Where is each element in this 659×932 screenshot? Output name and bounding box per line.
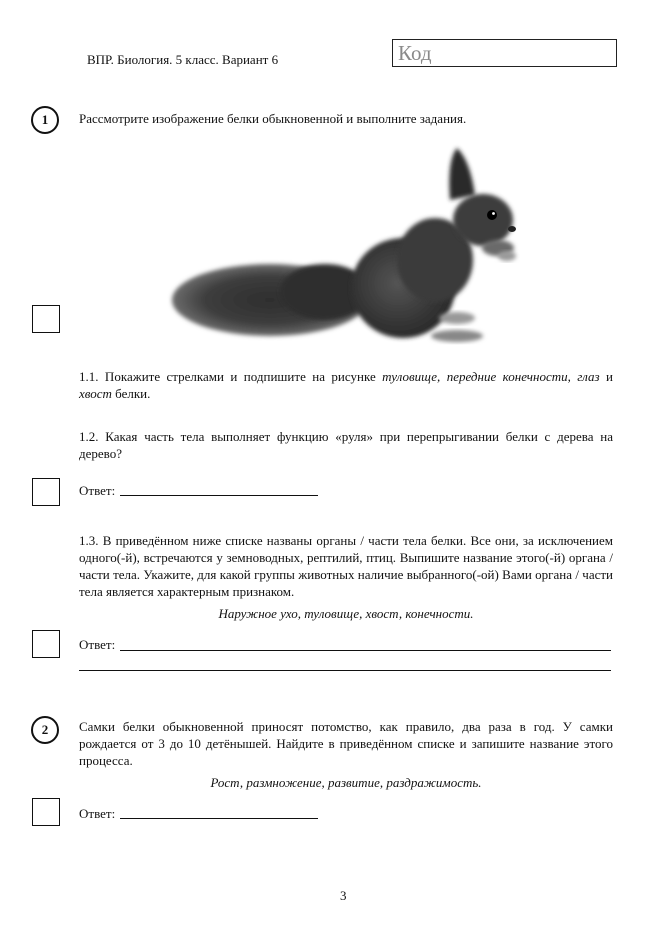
page-number: 3	[340, 888, 347, 903]
code-label: Код	[398, 41, 432, 65]
header-title: ВПР. Биология. 5 класс. Вариант 6	[87, 52, 279, 67]
question-1-2: 1.2. Какая часть тела выполняет функцию «руля» при перепрыгивании белки с дерева на дерево?	[79, 429, 613, 461]
answer-line-2[interactable]	[120, 818, 318, 819]
task-number-circle-2: 2	[31, 716, 59, 744]
answer-line-1-3-second[interactable]	[79, 670, 611, 671]
score-box-2	[32, 478, 60, 506]
answer-line-1-3[interactable]	[120, 650, 611, 651]
answer-label-2: Ответ:	[79, 806, 116, 821]
task2-list: Рост, размножение, развитие, раздражимость.	[210, 775, 482, 790]
score-box-3	[32, 630, 60, 658]
score-box-1	[32, 305, 60, 333]
squirrel-image	[165, 140, 525, 350]
answer-label-1-2: Ответ:	[79, 483, 116, 498]
question-1-1: 1.1. Покажите стрелками и подпишите на рисунке туловище, передние конечности, глаз и хвост белки.	[79, 369, 613, 401]
task2-text: Самки белки обыкновенной приносят потомство, как правило, два раза в год. У самки рождается от 3 до 10 детёнышей. Найдите в приведённом списке и запишите название этого процесса.	[79, 719, 613, 768]
task-number-circle: 1	[31, 106, 59, 134]
answer-line-1-2[interactable]	[120, 495, 318, 496]
task1-intro: Рассмотрите изображение белки обыкновенной и выполните задания.	[79, 111, 467, 126]
question-1-3: 1.3. В приведённом ниже списке названы органы / части тела белки. Все они, за исключением одного(-й), встречаются у земноводных, рептилий, птиц. Выпишите название этого(-й) органа / части тела. Укажите, для какой группы животных наличие выбранного(-ой) Вами органа / части тела является характерным признаком.	[79, 533, 613, 599]
score-box-4	[32, 798, 60, 826]
answer-label-1-3: Ответ:	[79, 637, 116, 652]
question-1-3-list: Наружное ухо, туловище, хвост, конечности.	[218, 606, 474, 621]
code-field[interactable]	[392, 39, 617, 67]
